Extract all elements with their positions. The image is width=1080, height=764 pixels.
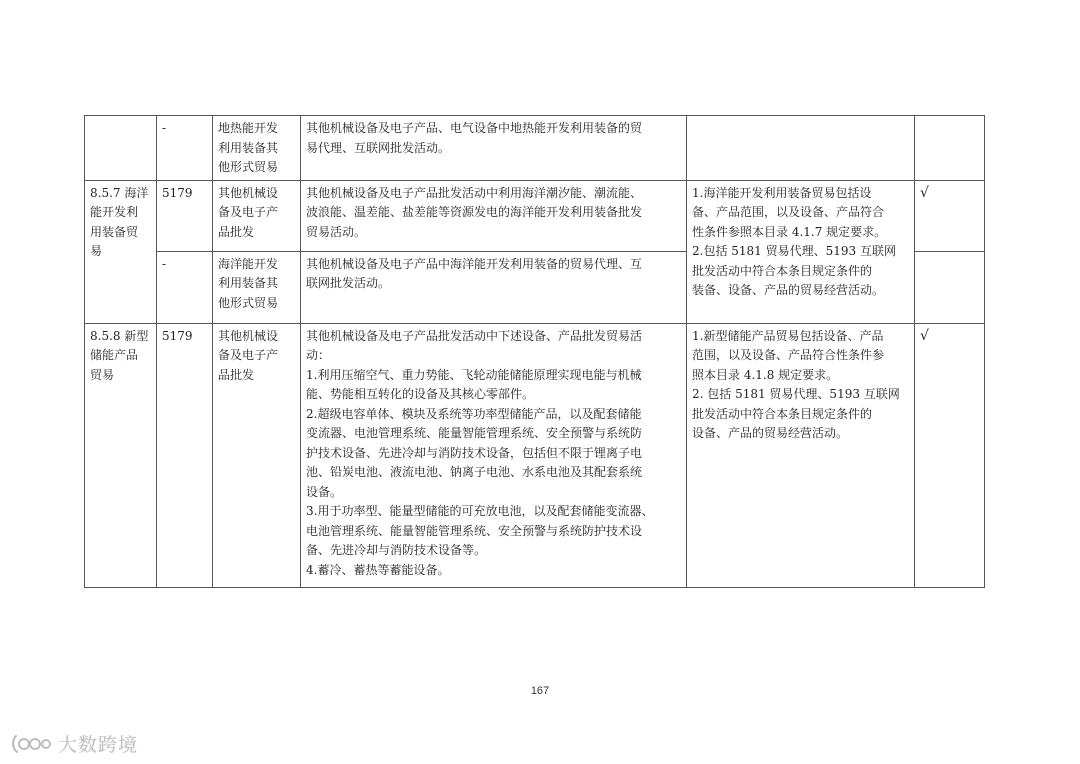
watermark-text: 大数跨境 (58, 734, 139, 756)
checkmark-cell (915, 116, 985, 181)
description-cell: 其他机械设备及电子产品批发活动中下述设备、产品批发贸易活 动： 1.利用压缩空气、重力势能、飞轮动能储能原理实现电能与机械 能、势能相互转化的设备及其核心零部件。 2.超级电容单体、模块及系统等功率型储能产品，以及配套储能 变流器、电池管理系统、能量智能管理系统、安全预警与系统防 护技术设备、先进冷却与消防技术设备，包括但不限于锂离子电 池、铅炭电池、液流电池、钠离子电池、水系电池及其配套系统 设备。 3.用于功率型、能量型储能的可充放电池，以及配套储能变流器、 电池管理系统、能量智能管理系统、安全预警与系统防护技术设 备、先进冷却与消防技术设备等。 4.蓄冷、蓄热等蓄能设备。 (301, 323, 687, 587)
notes-cell (687, 116, 915, 181)
name-cell: 海洋能开发 利用装备其 他形式贸易 (213, 251, 301, 323)
table-row (85, 323, 985, 587)
checkmark-cell (915, 251, 985, 323)
description-cell: 其他机械设备及电子产品中海洋能开发利用装备的贸易代理、互 联网批发活动。 (301, 251, 687, 323)
table-row (85, 180, 985, 251)
name-cell: 地热能开发 利用装备其 他形式贸易 (213, 116, 301, 181)
checkmark-cell: √ (915, 180, 985, 251)
name-cell: 其他机械设 备及电子产 品批发 (213, 180, 301, 251)
category-cell: 8.5.8 新型 储能产品 贸易 (85, 323, 157, 587)
notes-cell: 1.海洋能开发利用装备贸易包括设 备、产品范围，以及设备、产品符合 性条件参照本目录 4.1.7 规定要求。 2.包括 5181 贸易代理、5193 互联网 批发活动中符合本条目规定条件的 装备、设备、产品的贸易经营活动。 (687, 180, 915, 323)
category-cell (85, 116, 157, 181)
page-number: 167 (530, 685, 550, 697)
checkmark-cell: √ (915, 323, 985, 587)
classification-table (84, 115, 985, 588)
code-cell: - (157, 116, 213, 181)
code-cell: 5179 (157, 323, 213, 587)
table-row (85, 116, 985, 181)
code-cell: - (157, 251, 213, 323)
description-cell: 其他机械设备及电子产品批发活动中利用海洋潮汐能、潮流能、 波浪能、温差能、盐差能等资源发电的海洋能开发利用装备批发 贸易活动。 (301, 180, 687, 251)
logo-icon (10, 731, 52, 757)
code-cell: 5179 (157, 180, 213, 251)
category-cell: 8.5.7 海洋 能开发利 用装备贸 易 (85, 180, 157, 323)
notes-cell: 1.新型储能产品贸易包括设备、产品 范围，以及设备、产品符合性条件参 照本目录 4.1.8 规定要求。 2. 包括 5181 贸易代理、5193 互联网 批发活动中符合本条目规定条件的 设备、产品的贸易经营活动。 (687, 323, 915, 587)
watermark (10, 730, 138, 757)
name-cell: 其他机械设 备及电子产 品批发 (213, 323, 301, 587)
description-cell: 其他机械设备及电子产品、电气设备中地热能开发利用装备的贸 易代理、互联网批发活动。 (301, 116, 687, 181)
